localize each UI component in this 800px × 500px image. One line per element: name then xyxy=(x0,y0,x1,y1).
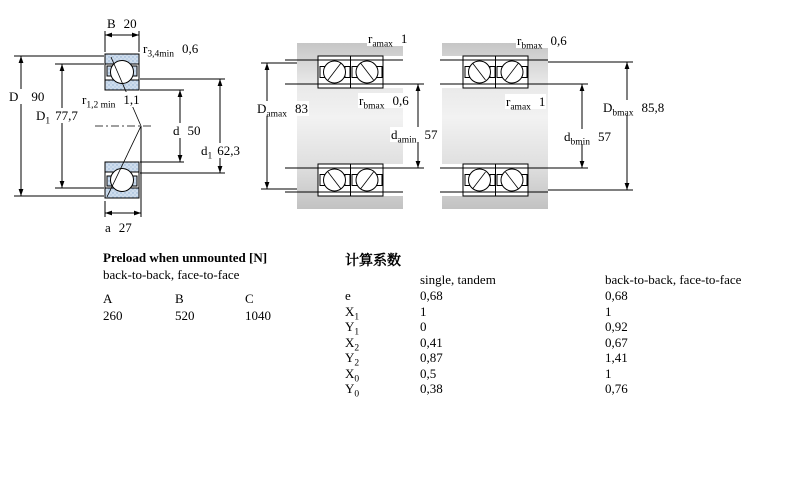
dim-label-d: d 50 xyxy=(173,123,201,138)
dimension-arrows xyxy=(580,62,630,190)
dim-label-r12min: $r_{1,2 min}$ 1,1 xyxy=(82,92,140,111)
factors-table-title: 计算系数 xyxy=(345,254,401,269)
factors-row: $Y_0$ 0,38 0,76 xyxy=(345,381,628,400)
preload-col-header: B xyxy=(175,291,184,306)
factors-col1-header: single, tandem xyxy=(420,272,496,287)
preload-table-title: Preload when unmounted [N] xyxy=(103,250,268,265)
factors-row: $X_1$ 1 1 xyxy=(345,303,612,323)
dim-label-dbmin: $d_{bmin}$ 57 xyxy=(564,129,612,148)
dim-label-d1: $d_1$ 62,3 xyxy=(201,143,240,162)
ball-bottom xyxy=(111,169,134,192)
dim-label-damin: $d_{amin}$ 57 xyxy=(391,127,438,146)
dim-label-B: B 20 xyxy=(107,16,137,31)
preload-table xyxy=(103,250,333,340)
preload-value: 520 xyxy=(175,308,195,323)
dim-label-a: a 27 xyxy=(105,220,132,235)
factors-col2-header: back-to-back, face-to-face xyxy=(605,272,742,287)
preload-col-header: A xyxy=(103,291,113,306)
preload-table-subtitle: back-to-back, face-to-face xyxy=(103,267,240,282)
factors-row: $X_0$ 0,5 1 xyxy=(345,365,612,385)
dim-label-rbmax-right: $r_{bmax}$ 0,6 xyxy=(517,33,567,52)
calculation-factors-table xyxy=(345,250,785,400)
preload-value: 1040 xyxy=(245,308,271,323)
dim-label-Damax: $D_{amax}$ 83 xyxy=(257,101,308,120)
dim-label-rbmax-middle: $r_{bmax}$ 0,6 xyxy=(359,93,409,112)
middle-arrangement-diagram xyxy=(261,43,424,209)
preload-value: 260 xyxy=(103,308,123,323)
dim-label-D1: $D_1$ 77,7 xyxy=(36,108,78,127)
factors-row: $Y_1$ 0 0,92 xyxy=(345,319,628,338)
dim-label-D: D 90 xyxy=(9,89,45,104)
right-arrangement-diagram xyxy=(440,43,633,209)
preload-col-header: C xyxy=(245,291,254,306)
dim-label-ramax-right: $r_{amax}$ 1 xyxy=(506,94,546,113)
dim-label-ramax-middle: $r_{amax}$ 1 xyxy=(368,31,408,50)
factors-row: $X_2$ 0,41 0,67 xyxy=(345,334,628,354)
dim-label-Dbmax: $D_{bmax}$ 85,8 xyxy=(603,100,665,119)
factors-row: e 0,68 0,68 xyxy=(345,288,628,303)
factors-row: $Y_2$ 0,87 1,41 xyxy=(345,350,628,369)
dim-label-r34min: $r_{3,4min}$ 0,6 xyxy=(143,41,199,60)
